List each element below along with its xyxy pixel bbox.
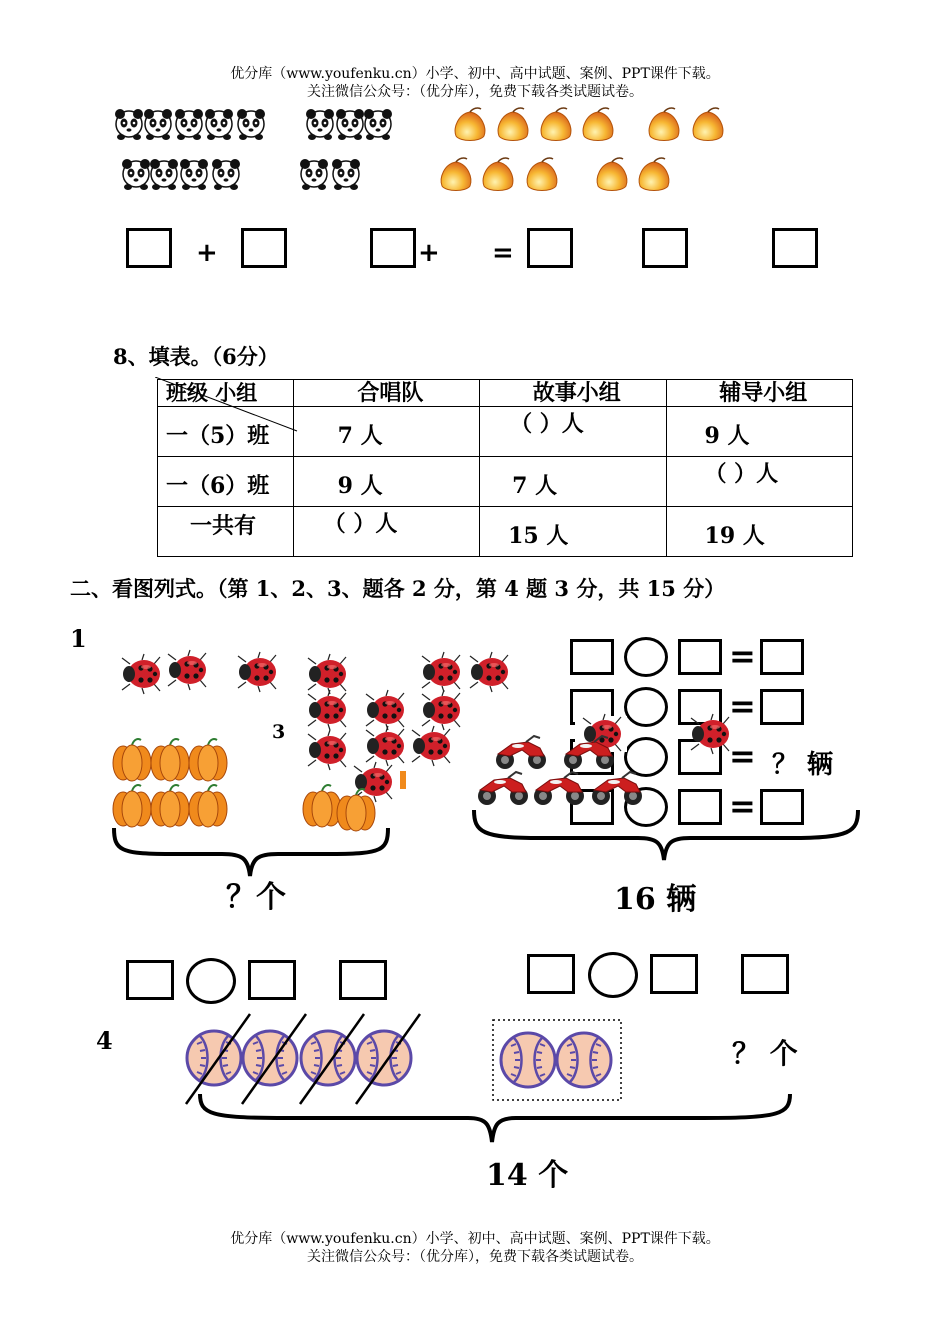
equals-sign: = <box>729 787 756 825</box>
equals-sign: = <box>492 238 514 268</box>
table-cell: 一（6）班 <box>158 457 294 507</box>
q8-title: 8、填表。（6分） <box>113 344 279 369</box>
answer-box[interactable] <box>642 228 688 268</box>
peach-group-icon <box>432 100 732 196</box>
answer-box[interactable] <box>126 960 174 1000</box>
problem-2-unknown: ？ 辆 <box>772 750 834 780</box>
curly-brace-icon <box>196 1092 796 1146</box>
table-cell: （ ）人 <box>480 407 666 457</box>
operator-circle[interactable] <box>186 958 236 1004</box>
answer-box[interactable] <box>248 960 296 1000</box>
answer-box[interactable] <box>741 954 789 994</box>
table-cell: 一共有 <box>158 507 294 557</box>
answer-box[interactable] <box>760 639 804 675</box>
answer-box[interactable] <box>772 228 818 268</box>
answer-box[interactable] <box>527 228 573 268</box>
problem-4-number: 4 <box>96 1026 113 1055</box>
equals-sign: = <box>729 737 756 775</box>
motorcycle-group-icon <box>474 724 654 814</box>
answer-box[interactable] <box>650 954 698 994</box>
fill-table <box>157 379 853 557</box>
answer-box[interactable] <box>241 228 287 268</box>
table-cell: 7 人 <box>293 407 479 457</box>
table-cell: 19 人 <box>666 507 852 557</box>
footer-line-1: 优分库（www.youfenku.cn）小学、初中、高中试题、案例、PPT课件下载。 <box>230 1231 720 1247</box>
table-header-cell: 合唱队 <box>293 380 479 407</box>
answer-box[interactable] <box>760 689 804 725</box>
curly-brace-icon <box>470 808 862 864</box>
panda-group-icon <box>108 104 408 200</box>
pumpkin-group-icon <box>110 735 410 835</box>
problem-1-number: 1 <box>70 624 87 653</box>
table-cell: （ ）人 <box>666 457 852 507</box>
table-cell: 9 人 <box>666 407 852 457</box>
table-cell: 9 人 <box>293 457 479 507</box>
answer-box[interactable] <box>370 228 416 268</box>
equals-sign: = <box>729 687 756 725</box>
problem-2-total: 16 辆 <box>614 882 697 917</box>
answer-box[interactable] <box>126 228 172 268</box>
plus-sign: + <box>418 238 440 268</box>
problem-4-total: 14 个 <box>486 1158 569 1193</box>
table-header-cell: 辅导小组 <box>666 380 852 407</box>
table-cell: （ ）人 <box>293 507 479 557</box>
footer-line-2: 关注微信公众号：（优分库），免费下载各类试题试卷。 <box>307 1249 643 1265</box>
answer-box[interactable] <box>339 960 387 1000</box>
operator-circle[interactable] <box>624 637 668 677</box>
table-row <box>158 457 853 507</box>
header-line-1: 优分库（www.youfenku.cn）小学、初中、高中试题、案例、PPT课件下载。 <box>230 66 720 82</box>
table-header-cell: 故事小组 <box>480 380 666 407</box>
table-header-cell: 班级 小组 <box>158 380 294 407</box>
table-cell: 一（5）班 <box>158 407 294 457</box>
problem-3-number: 3 <box>272 721 286 743</box>
answer-box[interactable] <box>570 639 614 675</box>
plus-sign: + <box>196 238 218 268</box>
problem-4-unknown: ？ 个 <box>732 1037 798 1070</box>
equals-sign: = <box>729 637 756 675</box>
table-row <box>158 507 853 557</box>
answer-box[interactable] <box>678 639 722 675</box>
header-line-2: 关注微信公众号：（优分库），免费下载各类试题试卷。 <box>307 84 643 100</box>
problem-1-total: ？个 <box>226 880 286 915</box>
table-cell: 15 人 <box>480 507 666 557</box>
section2-title: 二、看图列式。（第 1、2、3、题各 2 分，第 4 题 3 分，共 15 分） <box>70 576 726 601</box>
table-cell: 7 人 <box>480 457 666 507</box>
operator-circle[interactable] <box>588 952 638 998</box>
answer-box[interactable] <box>527 954 575 994</box>
